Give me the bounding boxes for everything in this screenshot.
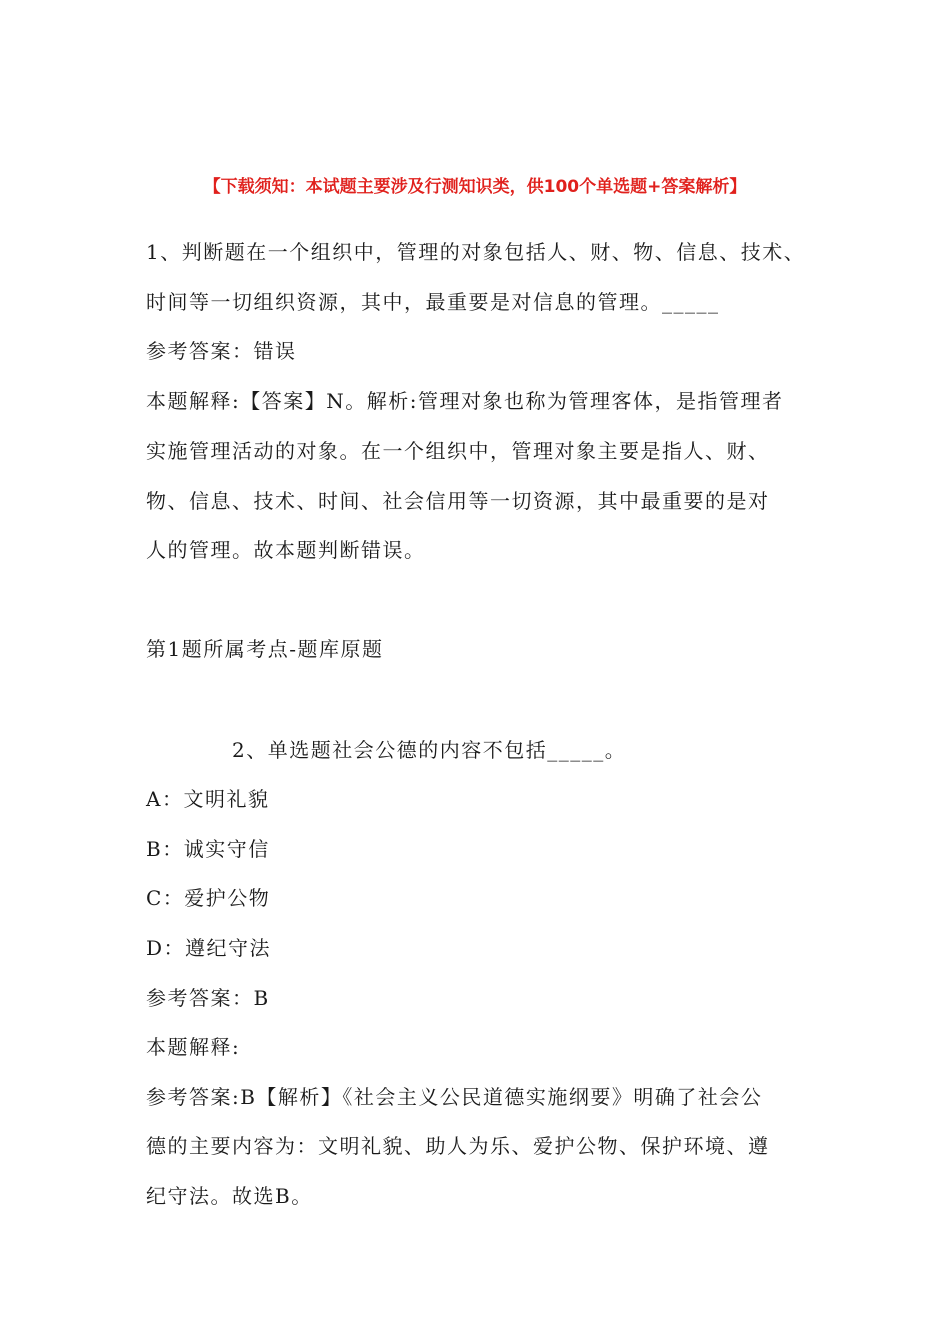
explanation-line: 物、信息、技术、时间、社会信用等一切资源，其中最重要的是对 <box>146 489 770 513</box>
question-text-line: 1、判断题在一个组织中，管理的对象包括人、财、物、信息、技术、 <box>146 240 806 264</box>
explanation-line: 实施管理活动的对象。在一个组织中，管理对象主要是指人、财、 <box>146 439 770 463</box>
option-a: A：文明礼貌 <box>146 787 270 811</box>
answer-text: 参考答案：错误 <box>146 339 297 363</box>
explanation-line: 人的管理。故本题判断错误。 <box>146 538 426 562</box>
explanation-line: 本题解释:【答案】N。解析:管理对象也称为管理客体，是指管理者 <box>146 389 784 413</box>
answer-text: 参考答案：B <box>146 986 270 1010</box>
question-text-line: 时间等一切组织资源，其中，最重要是对信息的管理。_____ <box>146 290 720 314</box>
option-d: D：遵纪守法 <box>146 936 272 960</box>
explanation-line: 纪守法。故选B。 <box>146 1184 313 1208</box>
explanation-line: 德的主要内容为：文明礼貌、助人为乐、爱护公物、保护环境、遵 <box>146 1134 770 1158</box>
topic-label: 第1题所属考点-题库原题 <box>146 637 384 661</box>
explanation-line: 参考答案:B【解析】《社会主义公民道德实施纲要》明确了社会公 <box>146 1085 763 1109</box>
explanation-label: 本题解释: <box>146 1035 241 1059</box>
option-b: B：诚实守信 <box>146 837 270 861</box>
download-notice: 【下载须知：本试题主要涉及行测知识类，供100个单选题+答案解析】 <box>203 177 747 197</box>
question-text: 2、单选题社会公德的内容不包括_____。 <box>232 738 627 762</box>
option-c: C：爱护公物 <box>146 886 271 910</box>
